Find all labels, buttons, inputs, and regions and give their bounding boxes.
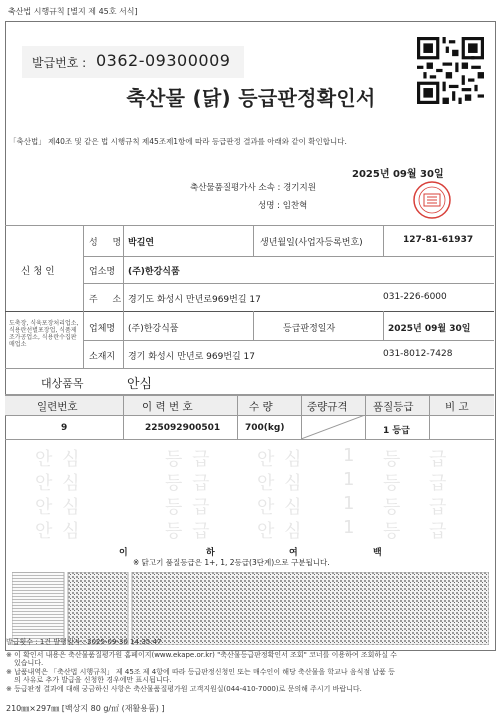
footer-note-2b: 의 사유로 추가 발급을 신청한 경우에만 표시됩니다.	[14, 676, 172, 684]
watermark-text: 1	[343, 517, 357, 538]
watermark-text: 안 심	[35, 473, 82, 494]
watermark-text: 1	[343, 469, 357, 490]
end-mark-1: 이	[119, 548, 128, 558]
row-serial: 9	[61, 423, 68, 433]
watermark-text: 등	[383, 449, 403, 470]
end-mark-3: 여	[289, 548, 298, 558]
watermark-text: 안 심	[257, 473, 304, 494]
watermark-text: 안 심	[257, 449, 304, 470]
row-qty: 700(kg)	[245, 423, 285, 433]
watermark-text: 급	[429, 521, 449, 542]
business-label: 업체명	[89, 324, 116, 334]
weight-cell-slash	[301, 415, 365, 439]
watermark-text: 등 급	[165, 473, 212, 494]
issue-date: 2025년 09월 30일	[352, 169, 444, 180]
footer-note-2: ※ 납품내역은 「축산법 시행규칙」 제 45조 제 4항에 따라 등급판정신청인 또는 매수인이 해당 축산물을 학교나 음식점 납품 등	[6, 668, 395, 676]
document-title: 축산물 (닭) 등급판정확인서	[126, 86, 376, 110]
birth-value: 127-81-61937	[403, 235, 474, 245]
issue-info: 발급횟수 : 1건 발행일자 : 2025-09-30 14:35:47	[6, 638, 162, 646]
row-grade: 1 등급	[383, 426, 410, 436]
info-table	[5, 225, 494, 395]
paper-spec: 210㎜×297㎜ [백상지 80 g/㎡ (재활용품) ]	[6, 704, 165, 713]
inspector-name: 성명 : 임찬혁	[258, 201, 308, 211]
watermark-text: 안 심	[35, 497, 82, 518]
company-label: 업소명	[89, 267, 116, 277]
address-label: 주 소	[89, 295, 128, 305]
location-value: 경기 화성시 만년로 969번길 17	[128, 352, 256, 362]
inspector-org: 축산물품질평가사 소속 : 경기지원	[190, 183, 316, 193]
watermark-text: 1	[343, 445, 357, 466]
watermark-text: 등 급	[165, 497, 212, 518]
form-note: 축산법 시행규칙 [별지 제 45호 서식]	[8, 7, 138, 16]
issue-label: 발급번호 :	[32, 56, 87, 70]
product-label: 대상품목	[41, 377, 84, 390]
footer-note-1: ※ 이 확인서 내용은 축산물품질평가원 홈페이지(www.ekape.or.kr) "축산물등급판정확인서 조회" 코너를 이용하여 조회하실 수	[6, 651, 397, 659]
official-seal	[412, 180, 452, 220]
grading-date-label: 등급판정일자	[283, 324, 336, 334]
header-serial: 일련번호	[37, 401, 78, 413]
grade-note: ※ 닭고기 품질등급은 1+, 1, 2등급(3단계)으로 구분됩니다.	[133, 558, 330, 567]
company-value: (주)한강식품	[128, 267, 180, 277]
header-qty: 수 량	[249, 401, 273, 413]
intro-text: 「축산법」 제40조 및 같은 법 시행규칙 제45조제1항에 따라 등급판정 결과를 아래와 같이 확인합니다.	[9, 137, 347, 146]
security-pattern-images	[12, 572, 489, 645]
header-grade: 품질등급	[373, 401, 414, 413]
applicant-name: 박길연	[128, 238, 155, 248]
footer-note-1b: 있습니다.	[14, 659, 44, 667]
location-label: 소재지	[89, 352, 116, 362]
watermark-text: 안 심	[257, 497, 304, 518]
watermark-text: 등	[383, 521, 403, 542]
header-trace: 이 력 번 호	[142, 401, 193, 413]
watermark-text: 안 심	[35, 449, 82, 470]
watermark-text: 1	[343, 493, 357, 514]
watermark-text: 등 급	[165, 449, 212, 470]
location-phone: 031-8012-7428	[383, 349, 453, 359]
row-trace: 225092900501	[145, 423, 221, 433]
header-note: 비 고	[445, 401, 469, 413]
watermark-text: 급	[429, 449, 449, 470]
address-phone: 031-226-6000	[383, 292, 447, 302]
end-mark-4: 백	[373, 548, 382, 558]
watermark-text: 급	[429, 497, 449, 518]
name-label: 성 명	[89, 238, 128, 248]
footer-note-3: ※ 등급판정 결과에 대해 궁금하신 사항은 축산물품질평가원 고객지원실(044-410-7000)로 문의해 주시기 바랍니다.	[6, 685, 362, 693]
address-value: 경기도 화성시 만년로969번길 17	[128, 295, 261, 305]
watermark-text: 급	[429, 473, 449, 494]
product-value: 안심	[127, 377, 153, 392]
header-weight: 중량규격	[307, 401, 348, 413]
facility-section-label: 도축장, 식육포장처리업소, 식용란선별포장업, 식품제조가공업소, 식용란수집판매업소	[9, 320, 79, 348]
watermark-text: 등 급	[165, 521, 212, 542]
birth-label: 생년월일(사업자등록번호)	[260, 238, 363, 248]
end-mark-2: 하	[206, 548, 215, 558]
watermark-text: 안 심	[257, 521, 304, 542]
issue-number: 0362-09300009	[96, 51, 231, 70]
grading-date-value: 2025년 09월 30일	[388, 324, 471, 334]
business-value: (주)한강식품	[128, 324, 179, 334]
grading-table	[5, 395, 494, 570]
applicant-section-label: 신 청 인	[21, 266, 55, 277]
watermark-text: 등	[383, 473, 403, 494]
watermark-text: 안 심	[35, 521, 82, 542]
watermark-text: 등	[383, 497, 403, 518]
